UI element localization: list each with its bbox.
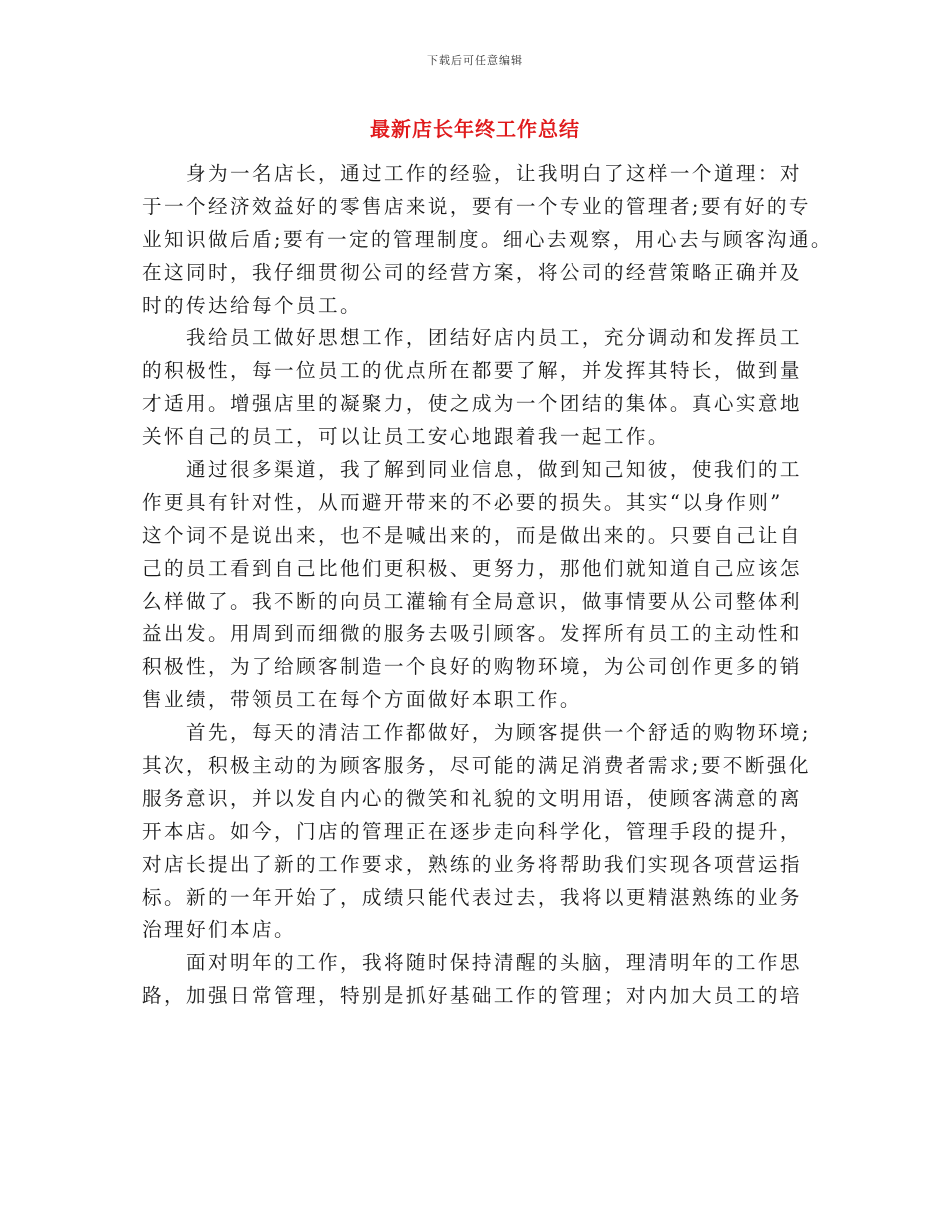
- document-body: [142, 158, 833, 1013]
- paragraph: [142, 947, 822, 1013]
- text-line: 积极性，为了给顾客制造一个良好的购物环境，为公司创作更多的销: [142, 655, 802, 679]
- paragraph: [142, 322, 822, 454]
- text-line: 面对明年的工作，我将随时保持清醒的头脑，理清明年的工作思: [186, 951, 802, 975]
- text-line: 身为一名店长，通过工作的经验，让我明白了这样一个道理：对: [186, 162, 802, 185]
- text-line: 开本店。如今，门店的管理正在逐步走向科学化，管理手段的提升，: [142, 819, 802, 843]
- paragraph: [142, 158, 833, 322]
- text-line: 时的传达给每个员工。: [142, 293, 362, 317]
- text-line: 关怀自己的员工，可以让员工安心地跟着我一起工作。: [142, 425, 670, 449]
- document-title: 最新店长年终工作总结: [370, 117, 580, 141]
- text-line: 通过很多渠道，我了解到同业信息，做到知己知彼，使我们的工: [186, 458, 802, 482]
- text-line: 己的员工看到自己比他们更积极、更努力，那他们就知道自己应该怎: [142, 556, 802, 580]
- text-line: 益出发。用周到而细微的服务去吸引顾客。发挥所有员工的主动性和: [142, 622, 802, 646]
- text-line: 于一个经济效益好的零售店来说，要有一个专业的管理者;要有好的专: [142, 194, 811, 218]
- text-line: 才适用。增强店里的凝聚力，使之成为一个团结的集体。真心实意地: [142, 392, 802, 416]
- paragraph: [142, 454, 822, 717]
- paragraph: [142, 717, 822, 947]
- text-line: 首先，每天的清洁工作都做好，为顾客提供一个舒适的购物环境;: [186, 721, 811, 745]
- text-line: 的积极性，每一位员工的优点所在都要了解，并发挥其特长，做到量: [142, 359, 802, 383]
- text-line: 标。新的一年开始了，成绩只能代表过去，我将以更精湛熟练的业务: [142, 885, 802, 909]
- text-line: 售业绩，带领员工在每个方面做好本职工作。: [142, 688, 582, 712]
- text-line: 治理好们本店。: [142, 918, 296, 942]
- text-line: 在这同时，我仔细贯彻公司的经营方案，将公司的经营策略正确并及: [142, 260, 802, 284]
- text-line: 我给员工做好思想工作，团结好店内员工，充分调动和发挥员工: [186, 326, 802, 350]
- text-line: 对店长提出了新的工作要求，熟练的业务将帮助我们实现各项营运指: [142, 852, 802, 876]
- text-line: 业知识做后盾;要有一定的管理制度。细心去观察，用心去与顾客沟通。: [142, 227, 833, 251]
- text-line: 作更具有针对性，从而避开带来的不必要的损失。其实“以身作则”: [142, 490, 783, 514]
- text-line: 这个词不是说出来，也不是喊出来的，而是做出来的。只要自己让自: [142, 523, 802, 547]
- text-line: 服务意识，并以发自内心的微笑和礼貌的文明用语，使顾客满意的离: [142, 786, 802, 810]
- header-note: 下载后可任意编辑: [427, 54, 523, 67]
- text-line: 路，加强日常管理，特别是抓好基础工作的管理；对内加大员工的培: [142, 984, 802, 1008]
- text-line: 么样做了。我不断的向员工灌输有全局意识，做事情要从公司整体利: [142, 589, 802, 613]
- text-line: 其次，积极主动的为顾客服务，尽可能的满足消费者需求;要不断强化: [142, 754, 811, 778]
